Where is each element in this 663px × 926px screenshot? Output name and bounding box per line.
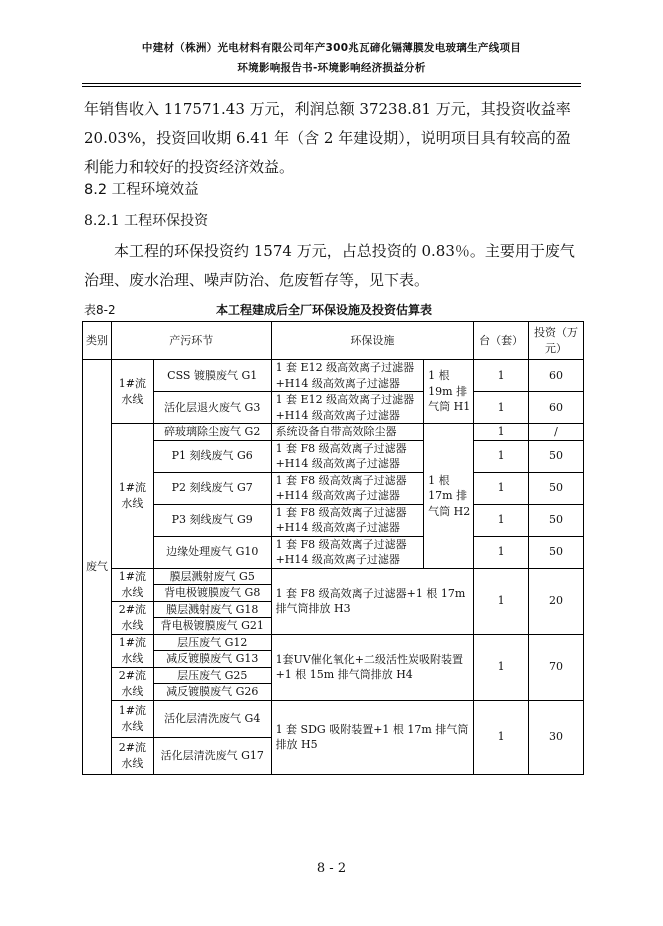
investment-cell: 50 xyxy=(529,440,584,472)
section-heading: 8.2 工程环境效益 xyxy=(84,182,199,198)
source-cell: 活化层退火废气 G3 xyxy=(153,392,271,424)
subsection-heading: 8.2.1 工程环保投资 xyxy=(84,213,209,229)
investment-cell: 60 xyxy=(529,360,584,392)
table-row xyxy=(83,536,584,568)
table-row xyxy=(83,472,584,504)
table-row xyxy=(83,440,584,472)
source-cell: 背电极镀膜废气 G21 xyxy=(153,618,271,635)
stack-cell: 1 根 17m 排气筒 H2 xyxy=(424,424,474,569)
source-cell: 膜层溅射废气 G18 xyxy=(153,601,271,618)
facility-cell: 1 套 F8 级高效离子过滤器+H14 级高效离子过滤器 xyxy=(271,504,424,536)
line-cell: 2#流水线 xyxy=(111,737,153,774)
table-header-row xyxy=(83,322,584,360)
units-cell: 1 xyxy=(474,504,529,536)
units-cell: 1 xyxy=(474,700,529,774)
env-investment-table xyxy=(82,321,584,775)
facility-cell: 1 套 SDG 吸附装置+1 根 17m 排气筒排放 H5 xyxy=(271,700,474,774)
header-report-title: 环境影响报告书-环境影响经济损益分析 xyxy=(237,62,426,74)
source-cell: 背电极镀膜废气 G8 xyxy=(153,585,271,602)
line-cell: 1#流水线 xyxy=(111,360,153,424)
header-investment: 投资（万元） xyxy=(529,322,584,360)
source-cell: 减反镀膜废气 G13 xyxy=(153,651,271,668)
units-cell: 1 xyxy=(474,440,529,472)
table-row xyxy=(83,700,584,737)
table-number: 表8-2 xyxy=(84,303,116,317)
line-cell: 1#流水线 xyxy=(111,634,153,667)
source-cell: P2 刻线废气 G7 xyxy=(153,472,271,504)
units-cell: 1 xyxy=(474,472,529,504)
facility-cell: 1套UV催化氧化+二级活性炭吸附装置+1 根 15m 排气筒排放 H4 xyxy=(271,634,474,700)
source-cell: 边缘处理废气 G10 xyxy=(153,536,271,568)
investment-cell: 30 xyxy=(529,700,584,774)
header-units: 台（套） xyxy=(474,322,529,360)
header-rule xyxy=(82,83,581,84)
table-row xyxy=(83,424,584,441)
units-cell: 1 xyxy=(474,424,529,441)
source-cell: 层压废气 G12 xyxy=(153,634,271,651)
units-cell: 1 xyxy=(474,568,529,634)
investment-cell: 50 xyxy=(529,472,584,504)
facility-cell: 系统设备自带高效除尘器 xyxy=(271,424,424,441)
source-cell: CSS 镀膜废气 G1 xyxy=(153,360,271,392)
investment-cell: 60 xyxy=(529,392,584,424)
line-cell: 1#流水线 xyxy=(111,568,153,601)
page-header xyxy=(0,38,663,78)
source-cell: 碎玻璃除尘废气 G2 xyxy=(153,424,271,441)
line-cell: 1#流水线 xyxy=(111,424,153,569)
units-cell: 1 xyxy=(474,634,529,700)
facility-cell: 1 套 F8 级高效离子过滤器+H14 级高效离子过滤器 xyxy=(271,472,424,504)
source-cell: P1 刻线废气 G6 xyxy=(153,440,271,472)
line-cell: 1#流水线 xyxy=(111,700,153,737)
investment-cell: 50 xyxy=(529,536,584,568)
facility-cell: 1 套 F8 级高效离子过滤器+1 根 17m 排气筒排放 H3 xyxy=(271,568,474,634)
table-row xyxy=(83,568,584,585)
facility-cell: 1 套 F8 级高效离子过滤器+H14 级高效离子过滤器 xyxy=(271,440,424,472)
header-category: 类别 xyxy=(83,322,112,360)
source-cell: 减反镀膜废气 G26 xyxy=(153,684,271,701)
facility-cell: 1 套 E12 级高效离子过滤器+H14 级高效离子过滤器 xyxy=(271,392,424,424)
table-row xyxy=(83,504,584,536)
header-project-title: 中建材（株洲）光电材料有限公司年产300兆瓦碲化镉薄膜发电玻璃生产线项目 xyxy=(141,42,522,54)
units-cell: 1 xyxy=(474,536,529,568)
source-cell: 活化层清洗废气 G4 xyxy=(153,700,271,737)
category-cell: 废气 xyxy=(83,360,112,775)
source-cell: 活化层清洗废气 G17 xyxy=(153,737,271,774)
table-title: 本工程建成后全厂环保设施及投资估算表 xyxy=(216,303,433,317)
facility-cell: 1 套 E12 级高效离子过滤器+H14 级高效离子过滤器 xyxy=(271,360,424,392)
investment-cell: 50 xyxy=(529,504,584,536)
table-row xyxy=(83,634,584,651)
investment-cell: / xyxy=(529,424,584,441)
investment-cell: 20 xyxy=(529,568,584,634)
stack-cell: 1 根 19m 排气筒 H1 xyxy=(424,360,474,424)
source-cell: 层压废气 G25 xyxy=(153,667,271,684)
facility-cell: 1 套 F8 级高效离子过滤器+H14 级高效离子过滤器 xyxy=(271,536,424,568)
units-cell: 1 xyxy=(474,360,529,392)
header-process: 产污环节 xyxy=(111,322,271,360)
source-cell: 膜层溅射废气 G5 xyxy=(153,568,271,585)
line-cell: 2#流水线 xyxy=(111,601,153,634)
header-rule-thin xyxy=(82,86,581,87)
page-number: 8 - 2 xyxy=(316,861,347,876)
paragraph-env-investment: 本工程的环保投资约 1574 万元，占总投资的 0.83％。主要用于废气治理、废水治理、噪声防治、危废暂存等，见下表。 xyxy=(84,242,575,289)
header-facility: 环保设施 xyxy=(271,322,474,360)
line-cell: 2#流水线 xyxy=(111,667,153,700)
source-cell: P3 刻线废气 G9 xyxy=(153,504,271,536)
paragraph-economic-benefit: 年销售收入 117571.43 万元，利润总额 37238.81 万元，其投资收益率 20.03%，投资回收期 6.41 年（含 2 年建设期），说明项目具有较高的盈利能力和较好的投资经济效益。 xyxy=(84,100,571,176)
investment-cell: 70 xyxy=(529,634,584,700)
units-cell: 1 xyxy=(474,392,529,424)
